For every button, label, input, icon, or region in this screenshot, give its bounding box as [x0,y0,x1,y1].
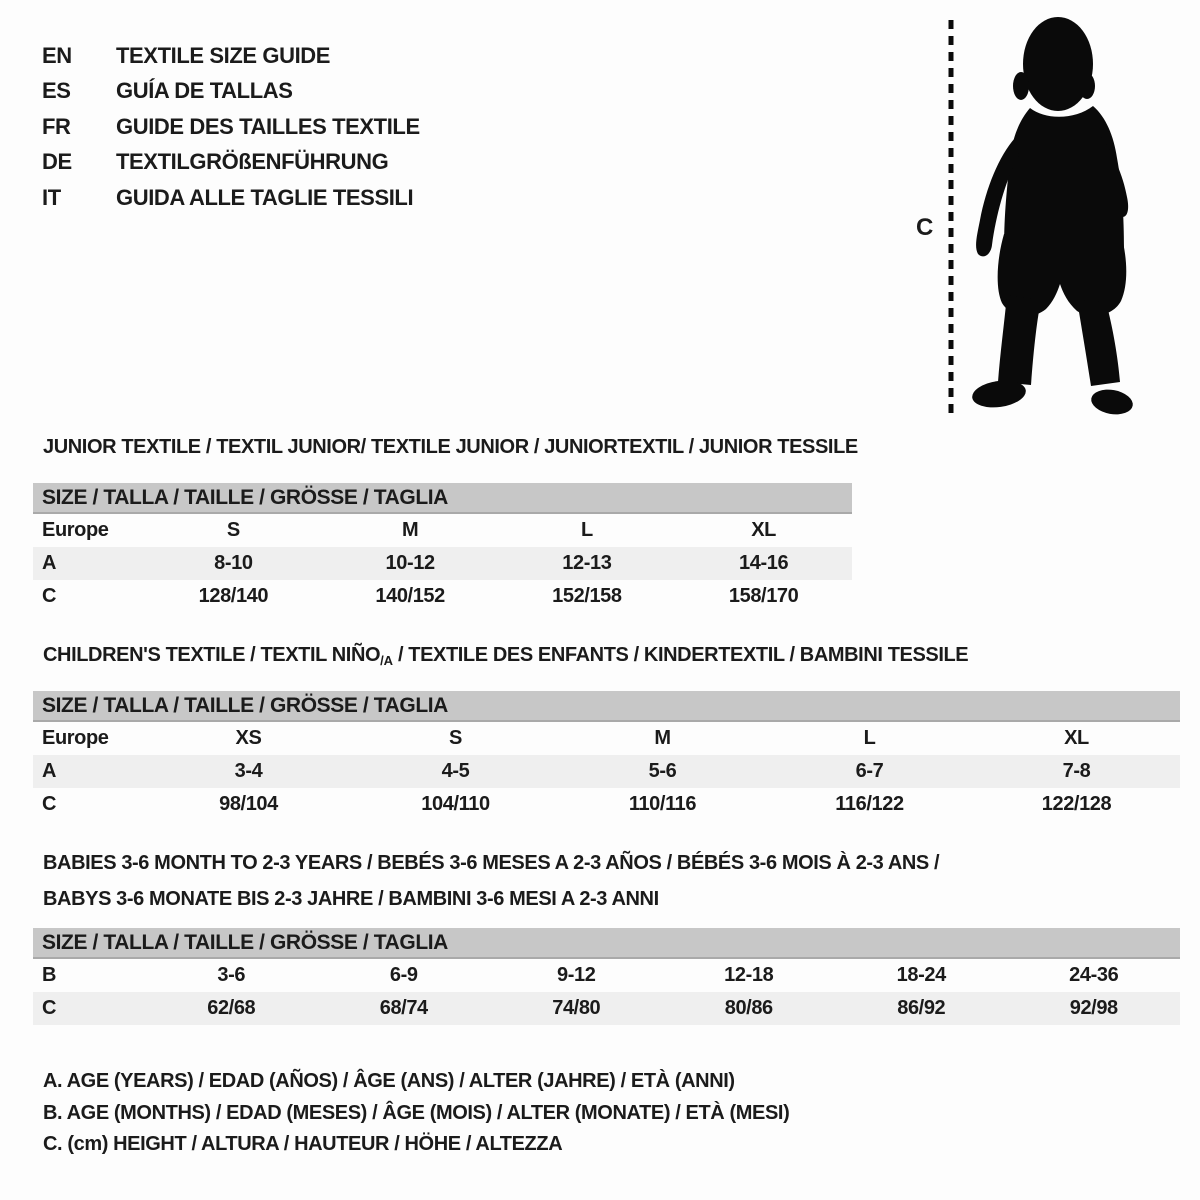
lang-code: DE [42,149,72,175]
height-cell: 62/68 [207,997,256,1019]
row-label: A [42,552,57,574]
legend-height-cm: C. (cm) HEIGHT / ALTURA / HAUTEUR / HÖHE / ALTEZZA [43,1133,563,1155]
months-cell: 3-6 [217,964,246,986]
height-cell: 140/152 [375,585,445,607]
toddler-silhouette-figure [915,10,1165,422]
measure-c-label: C [916,214,933,241]
months-cell: 9-12 [557,964,596,986]
lang-label: GUÍA DE TALLAS [116,78,293,104]
children-size-header-bar: SIZE / TALLA / TAILLE / GRÖSSE / TAGLIA [33,691,1180,722]
language-list [42,38,420,216]
children-title-prefix: CHILDREN'S TEXTILE / TEXTIL NIÑO [43,644,381,666]
row-label: C [42,793,57,815]
size-cell: XS [235,727,262,749]
table-row-months [33,959,1180,992]
size-cell: L [580,519,593,541]
height-cell: 98/104 [219,793,278,815]
age-cell: 6-7 [855,760,884,782]
table-row-europe [33,722,1180,755]
lang-code: IT [42,184,61,210]
row-label: Europe [42,727,109,749]
age-cell: 4-5 [441,760,470,782]
size-cell: L [863,727,876,749]
babies-title-line2: BABYS 3-6 MONATE BIS 2-3 JAHRE / BAMBINI 3-6 MESI A 2-3 ANNI [43,888,659,910]
months-cell: 24-36 [1069,964,1119,986]
age-cell: 5-6 [648,760,677,782]
age-cell: 14-16 [739,552,789,574]
height-cell: 80/86 [724,997,773,1019]
size-cell: S [449,727,462,749]
months-cell: 18-24 [896,964,946,986]
legend-age-months: B. AGE (MONTHS) / EDAD (MESES) / ÂGE (MOIS) / ALTER (MONATE) / ETÀ (MESI) [43,1101,790,1124]
height-cell: 152/158 [552,585,622,607]
size-cell: M [654,727,671,749]
children-section-title [43,644,968,667]
lang-code: FR [42,113,71,139]
row-label: C [42,585,57,607]
legend-age-years: A. AGE (YEARS) / EDAD (AÑOS) / ÂGE (ANS) / ALTER (JAHRE) / ETÀ (ANNI) [43,1070,735,1092]
babies-size-table [33,928,1180,1025]
height-cell: 110/116 [628,793,697,815]
height-cell: 68/74 [379,997,428,1019]
age-cell: 7-8 [1062,760,1091,782]
junior-size-header-bar: SIZE / TALLA / TAILLE / GRÖSSE / TAGLIA [33,483,852,514]
size-cell: XL [751,519,776,541]
lang-code: ES [42,78,71,104]
baby-silhouette-icon [970,17,1134,417]
table-row-height [33,788,1180,821]
height-cell: 104/110 [421,793,490,815]
height-cell: 74/80 [552,997,601,1019]
legend [43,1066,789,1161]
lang-row-en [42,38,420,74]
age-cell: 8-10 [214,552,253,574]
row-label: C [42,997,57,1019]
lang-code: EN [42,42,72,68]
height-cell: 86/92 [897,997,946,1019]
row-label: Europe [42,519,109,541]
lang-label: GUIDA ALLE TAGLIE TESSILI [116,184,414,210]
lang-row-de [42,145,420,181]
height-cell: 116/122 [835,793,904,815]
age-cell: 3-4 [234,760,263,782]
months-cell: 12-18 [724,964,774,986]
size-cell: XL [1064,727,1089,749]
height-cell: 128/140 [198,585,269,607]
table-row-height [33,580,852,613]
table-row-age [33,755,1180,788]
height-cell: 92/98 [1069,997,1118,1019]
junior-section-title: JUNIOR TEXTILE / TEXTIL JUNIOR/ TEXTILE JUNIOR / JUNIORTEXTIL / JUNIOR TESSILE [43,436,858,458]
age-cell: 12-13 [562,552,612,574]
lang-row-it [42,180,420,216]
table-row-height [33,992,1180,1025]
row-label: A [42,760,57,782]
lang-label: TEXTILGRÖßENFÜHRUNG [116,149,389,175]
table-row-age [33,547,852,580]
lang-label: GUIDE DES TAILLES TEXTILE [116,113,420,139]
table-row-europe [33,514,852,547]
row-label: B [42,964,57,986]
children-size-table [33,691,1180,821]
height-cell: 122/128 [1041,793,1112,815]
size-cell: S [226,519,240,541]
junior-size-table [33,483,852,613]
lang-row-fr [42,109,420,145]
babies-section-title [43,845,939,917]
babies-size-header-bar: SIZE / TALLA / TAILLE / GRÖSSE / TAGLIA [33,928,1180,959]
children-title-subscript: /A [380,653,393,668]
age-cell: 10-12 [385,552,435,574]
months-cell: 6-9 [389,964,418,986]
size-cell: M [401,519,419,541]
children-title-suffix: / TEXTILE DES ENFANTS / KINDERTEXTIL / BAMBINI TESSILE [392,644,969,666]
lang-row-es [42,74,420,110]
babies-title-line1: BABIES 3-6 MONTH TO 2-3 YEARS / BEBÉS 3-6 MESES A 2-3 AÑOS / BÉBÉS 3-6 MOIS À 2-3 ANS / [43,852,940,874]
lang-label: TEXTILE SIZE GUIDE [116,42,331,68]
height-cell: 158/170 [728,585,799,607]
